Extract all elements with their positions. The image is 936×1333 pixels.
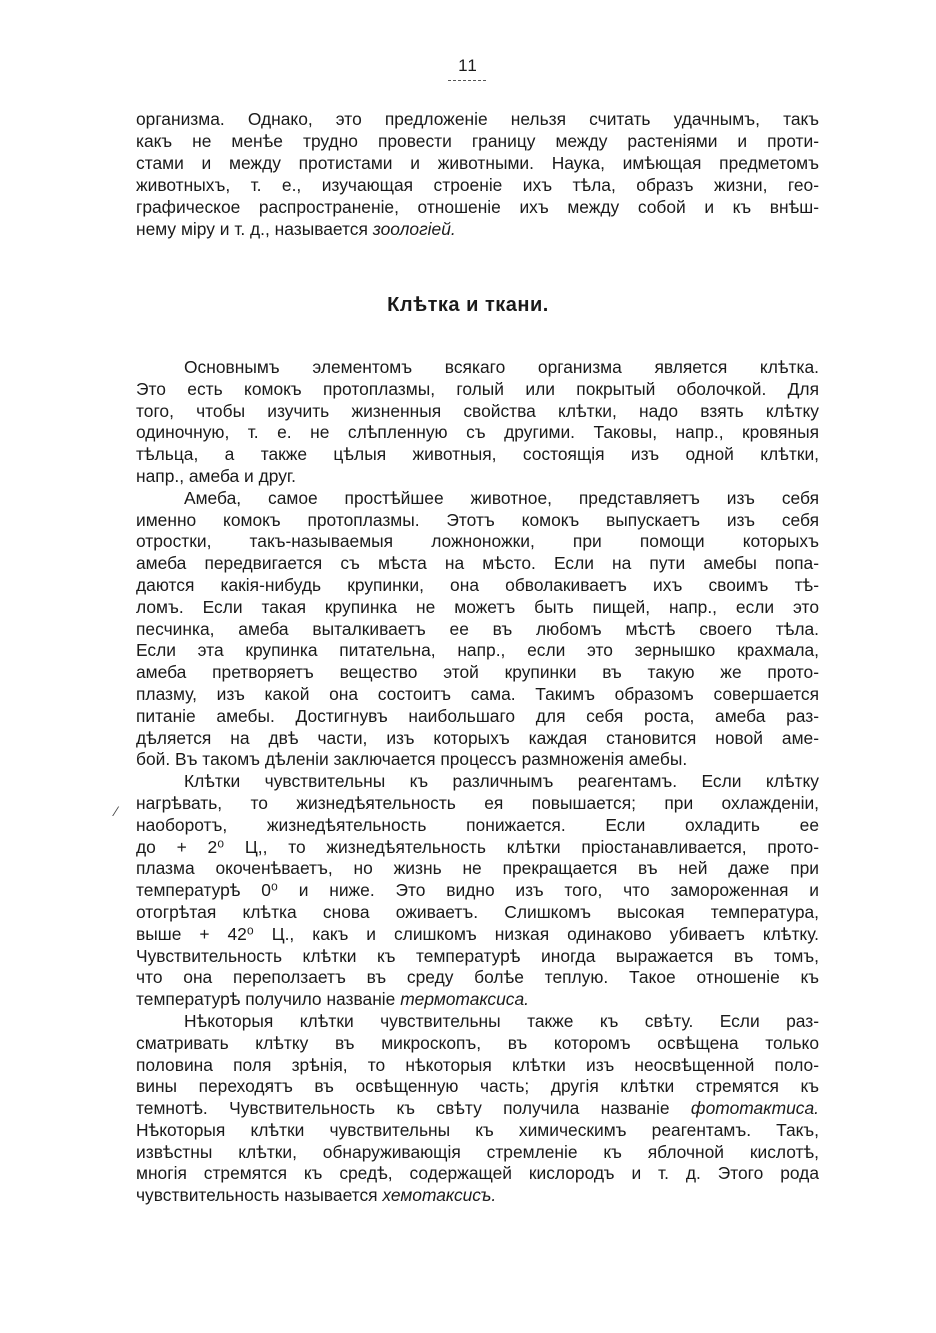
text-line: амеба передвигается съ мѣста на мѣсто. Если на пути амебы попа- <box>136 553 819 574</box>
text-line: Амеба, самое простѣйшее животное, представляетъ изъ себя <box>184 487 819 508</box>
text-line: Нѣкоторыя клѣтки чувствительны также къ свѣту. Если раз- <box>184 1010 819 1031</box>
text-line: даются какія-нибудь крупинки, она обволакиваетъ ихъ своимъ тѣ- <box>136 574 819 595</box>
text-line: песчинка, амеба выталкиваетъ ее въ любомъ мѣстѣ своего тѣла. <box>136 618 819 639</box>
text-line: Клѣтки чувствительны къ различнымъ реагентамъ. Если клѣтку <box>184 771 819 792</box>
term-thermotaxis: термотаксиса. <box>400 989 529 1010</box>
text-line: извѣстны клѣтки, обнаруживающія стремленіе къ яблочной кислотѣ, <box>136 1141 819 1162</box>
intro-paragraph <box>136 108 819 240</box>
page-number: 11 <box>458 56 478 75</box>
term-phototaxis: фототактиса. <box>690 1098 819 1119</box>
margin-mark: ⁄ <box>115 803 118 819</box>
page-number-rule <box>448 80 486 81</box>
text-line: температурѣ 0⁰ и ниже. Это видно изъ того, что замороженная и <box>136 880 819 901</box>
text-fragment: чувствительность называется <box>136 1185 383 1206</box>
text-line: отогрѣтая клѣтка снова оживаетъ. Слишкомъ высокая температура, <box>136 901 819 922</box>
text-line: отростки, такъ-называемыя ложноножки, при помощи которыхъ <box>136 531 819 552</box>
text-line: животныхъ, т. е., изучающая строеніе ихъ тѣла, образъ жизни, гео- <box>136 175 819 195</box>
text-fragment: темнотѣ. Чувствительность къ свѣту получила названіе <box>136 1098 691 1119</box>
text-line: плазма окоченѣваетъ, но жизнь не прекращается въ ней даже при <box>136 858 819 879</box>
text-line: вины переходятъ въ освѣщенную часть; другія клѣтки стремятся къ <box>136 1076 819 1097</box>
text-line: тѣльца, а также цѣлыя животныя, состоящія изъ одной клѣтки, <box>136 444 819 465</box>
text-line: выше + 42⁰ Ц., какъ и слишкомъ низкая одинаково убиваетъ клѣтку. <box>136 923 819 944</box>
text-line: бой. Въ такомъ дѣленіи заключается процессъ размноженія амебы. <box>136 749 688 770</box>
text-line: того, чтобы изучить жизненныя свойства клѣтки, надо взять клѣтку <box>136 400 819 421</box>
text-line: Это есть комокъ протоплазмы, голый или покрытый оболочкой. Для <box>136 378 819 399</box>
text-line <box>136 1098 819 1120</box>
text-line: плазму, изъ какой она состоитъ сама. Такимъ образомъ совершается <box>136 683 819 704</box>
text-line: Нѣкоторыя клѣтки чувствительны къ химическимъ реагентамъ. Такъ, <box>136 1119 819 1140</box>
text-line: именно комокъ протоплазмы. Этотъ комокъ выпускаетъ изъ себя <box>136 509 819 530</box>
text-line: амеба претворяетъ вещество этой крупинки въ такую же прото- <box>136 662 819 683</box>
body-text <box>136 357 819 1207</box>
text-line: какъ не менѣе трудно провести границу между растеніями и проти- <box>136 131 819 151</box>
text-line: дѣляется на двѣ части, изъ которыхъ каждая становится новой аме- <box>136 727 819 748</box>
text-line: Основнымъ элементомъ всякаго организма является клѣтка. <box>184 357 819 377</box>
text-line: напр., амеба и друг. <box>136 465 296 486</box>
text-line: Чувствительность клѣтки къ температурѣ иногда выражается въ томъ, <box>136 945 819 966</box>
section-heading: Клѣтка и ткани. <box>387 294 549 316</box>
text-line: многія стремятся къ средѣ, содержащей кислородъ и т. д. Этого рода <box>136 1163 819 1184</box>
text-line: нагрѣвать, то жизнедѣятельность ея повышается; при охлажденіи, <box>136 792 819 813</box>
text-line: стами и между протистами и животными. Наука, имѣющая предметомъ <box>136 153 819 173</box>
text-line: графическое распространеніе, отношеніе ихъ между собой и къ внѣш- <box>136 197 819 217</box>
text-line <box>136 989 819 1011</box>
text-line: сматривать клѣтку въ микроскопъ, въ которомъ освѣщена только <box>136 1032 819 1053</box>
text-line: одиночную, т. е. не слѣпленную съ другими. Таковы, напр., кровяныя <box>136 422 819 443</box>
text-line: питаніе амебы. Достигнувъ наибольшаго для себя роста, амеба раз- <box>136 705 819 726</box>
text-fragment: температурѣ получило названіе <box>136 989 401 1010</box>
text-line: до + 2⁰ Ц,, то жизнедѣятельность клѣтки пріостанавливается, прото- <box>136 836 819 857</box>
text-line: ломъ. Если такая крупинка не можетъ быть пищей, напр., если это <box>136 596 819 617</box>
text-line: половина поля зрѣнія, то нѣкоторыя клѣтки изъ неосвѣщенной поло- <box>136 1054 819 1075</box>
term-chemotaxis: хемотаксисъ. <box>382 1185 497 1206</box>
text-line: организма. Однако, это предложеніе нельзя считать удачнымъ, такъ <box>136 109 819 129</box>
text-line: Если эта крупинка питательна, напр., если это зернышко крахмала, <box>136 640 819 661</box>
text-fragment: нему міру и т. д., называется <box>136 219 373 239</box>
term-zoology: зоологіей. <box>372 219 456 239</box>
text-line <box>136 1185 819 1207</box>
text-line <box>136 218 819 240</box>
text-line: что она переползаетъ въ среду болѣе теплую. Такое отношеніе къ <box>136 967 819 988</box>
text-line: наоборотъ, жизнедѣятельность понижается. Если охладить ее <box>136 814 819 835</box>
